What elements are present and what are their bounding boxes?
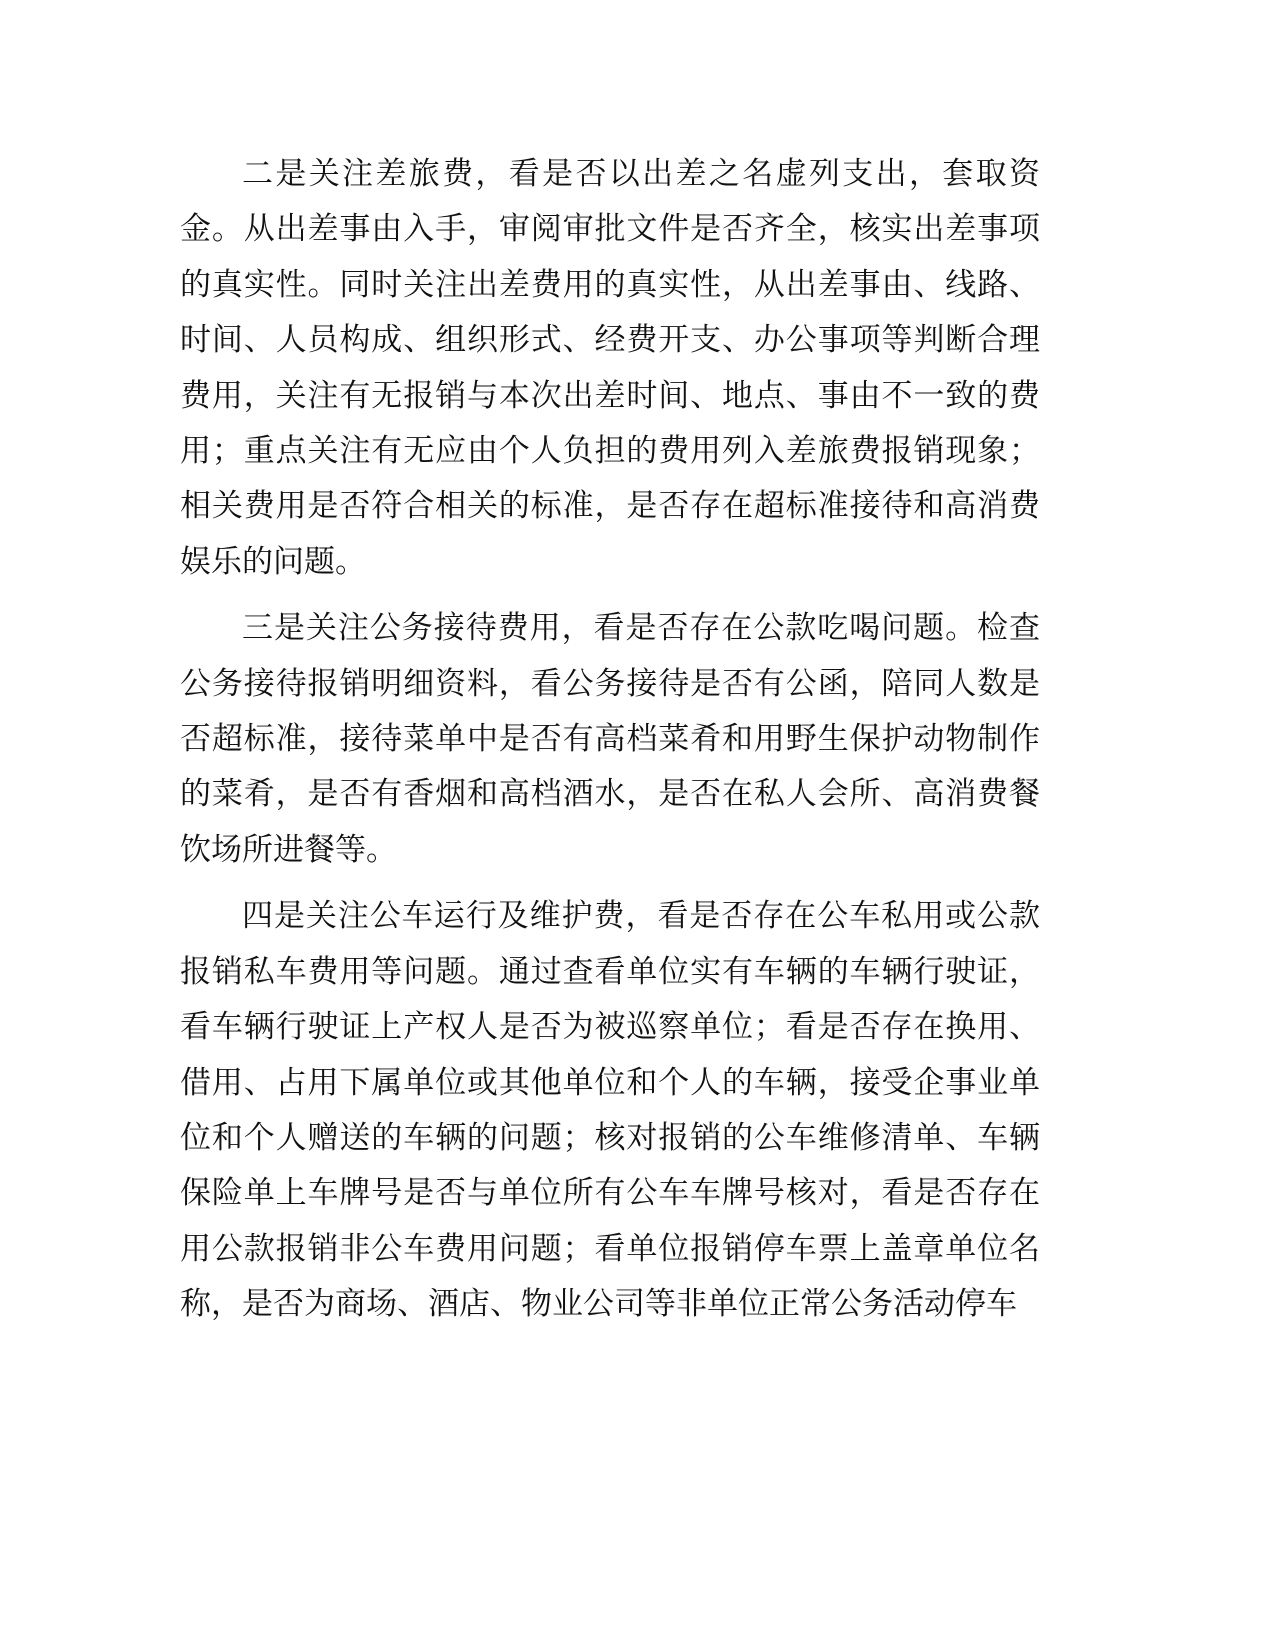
document-body [180, 147, 1040, 1333]
paragraph-vehicle-expenses: 四是关注公车运行及维护费，看是否存在公车私用或公款报销私车费用等问题。通过查看单位实有车辆的车辆行驶证，看车辆行驶证上产权人是否为被巡察单位；看是否存在换用、借用、占用下属单位或其他单位和个人的车辆，接受企事业单位和个人赠送的车辆的问题；核对报销的公车维修清单、车辆保险单上车牌号是否与单位所有公车车牌号核对，看是否存在用公款报销非公车费用问题；看单位报销停车票上盖章单位名称，是否为商场、酒店、物业公司等非单位正常公务活动停车 [180, 898, 1040, 1323]
paragraph-reception-expenses: 三是关注公务接待费用，看是否存在公款吃喝问题。检查公务接待报销明细资料，看公务接待是否有公函，陪同人数是否超标准，接待菜单中是否有高档菜肴和用野生保护动物制作的菜肴，是否有香烟和高档酒水，是否在私人会所、高消费餐饮场所进餐等。 [180, 610, 1040, 868]
paragraph-travel-expenses: 二是关注差旅费，看是否以出差之名虚列支出，套取资金。从出差事由入手，审阅审批文件是否齐全，核实出差事项的真实性。同时关注出差费用的真实性，从出差事由、线路、时间、人员构成、组织形式、经费开支、办公事项等判断合理费用，关注有无报销与本次出差时间、地点、事由不一致的费用；重点关注有无应由个人负担的费用列入差旅费报销现象；相关费用是否符合相关的标准，是否存在超标准接待和高消费娱乐的问题。 [180, 156, 1040, 580]
